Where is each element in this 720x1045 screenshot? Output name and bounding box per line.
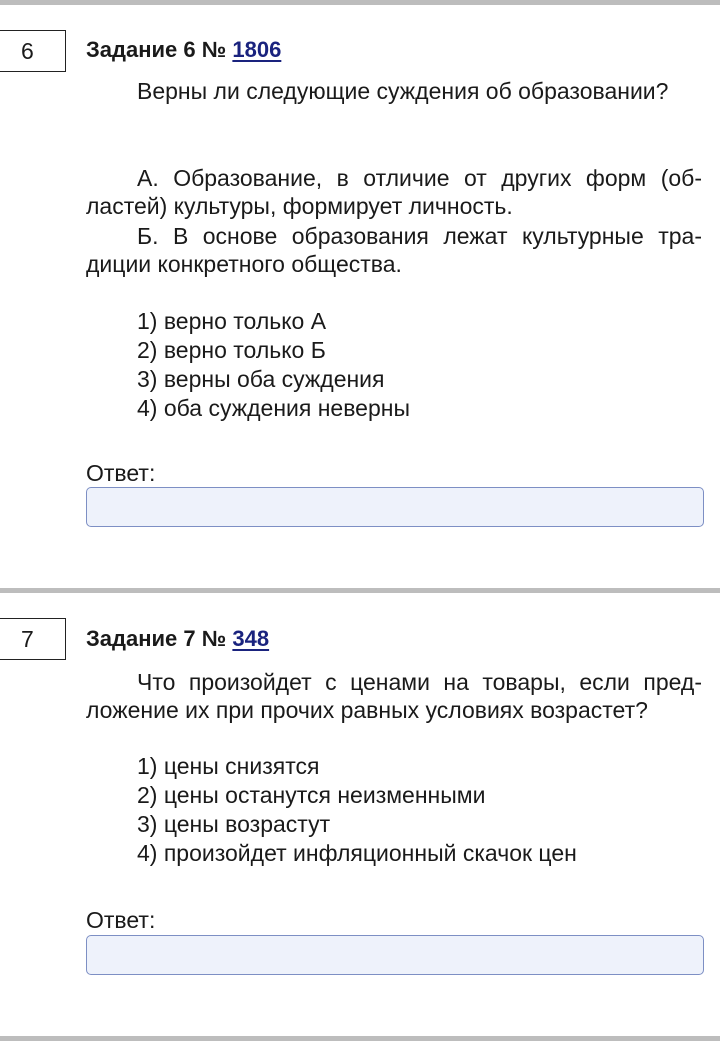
task-id-link[interactable]: 1806 [232, 37, 282, 62]
option-item: 2) цены останутся неизменными [137, 782, 486, 808]
option-item: 1) цены снизятся [137, 753, 320, 779]
answer-options [137, 307, 410, 423]
statement-b: Б. В основе образования лежат культурные традиции конкретного общества. [86, 223, 702, 277]
task-title [86, 35, 281, 65]
task-title-prefix: Задание 6 № [86, 37, 227, 62]
option-item: 3) верны оба суждения [137, 366, 385, 392]
option-item: 4) оба суждения неверны [137, 395, 410, 421]
question-text: Верны ли следующие суждения об образовании? [137, 78, 669, 104]
option-item: 1) верно только А [137, 308, 327, 334]
divider-top [0, 0, 720, 5]
answer-input[interactable] [86, 487, 704, 527]
divider-middle [0, 588, 720, 593]
option-item: 4) произойдет инфляционный скачок цен [137, 840, 577, 866]
answer-options [137, 752, 577, 868]
statement-a: А. Образование, в отличие от других форм (областей) культуры, формирует личность. [86, 165, 702, 219]
answer-label: Ответ: [86, 907, 156, 933]
task-id-link[interactable]: 348 [232, 626, 270, 651]
task-number-box: 6 [0, 30, 66, 72]
task-title [86, 624, 269, 654]
option-item: 2) верно только Б [137, 337, 326, 363]
divider-bottom [0, 1036, 720, 1041]
answer-label: Ответ: [86, 460, 156, 486]
task-number-box: 7 [0, 618, 66, 660]
option-item: 3) цены возрастут [137, 811, 331, 837]
task-title-prefix: Задание 7 № [86, 626, 227, 651]
answer-input[interactable] [86, 935, 704, 975]
question-text: Что произойдет с ценами на товары, если предложение их при прочих равных условиях возрастет? [86, 669, 702, 723]
